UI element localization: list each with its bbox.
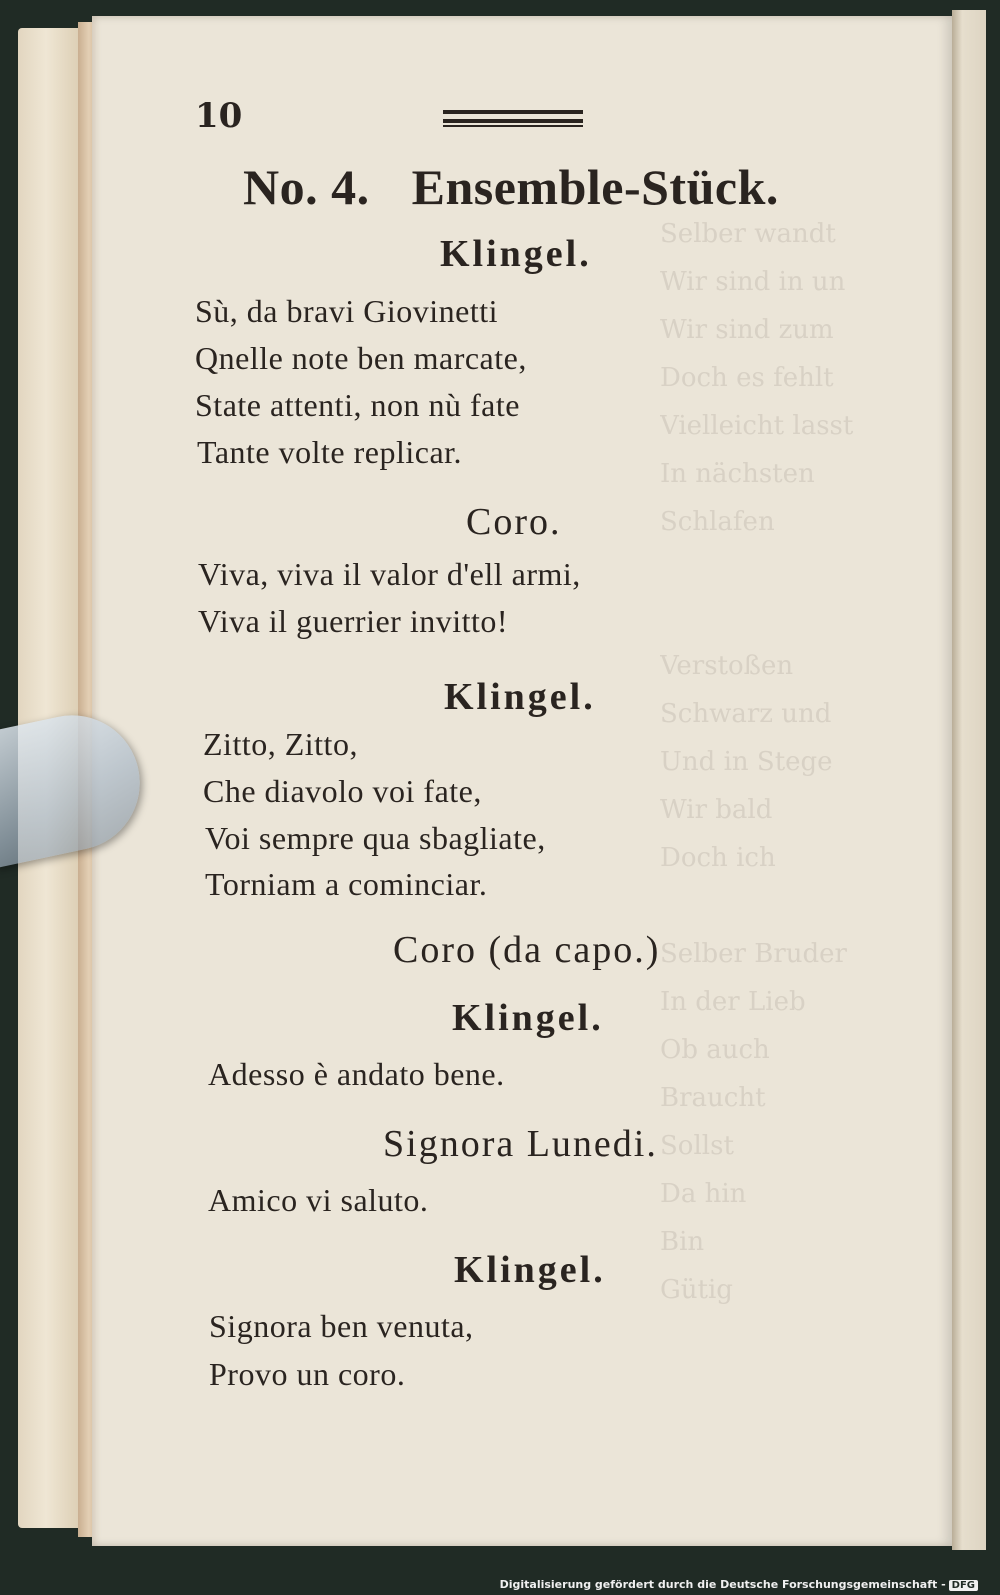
title-number: No. 4. (243, 159, 370, 215)
section-title (243, 158, 779, 216)
verse-line: Torniam a cominciar. (205, 866, 488, 902)
verse-line: Voi sempre qua sbagliate, (205, 820, 546, 856)
verse-line: Amico vi saluto. (208, 1182, 429, 1218)
speaker-name: Klingel. (452, 997, 604, 1039)
verse-line: Zitto, Zitto, (203, 726, 358, 762)
speaker-name: Signora Lunedi. (383, 1123, 658, 1165)
header-rule (443, 110, 583, 114)
speaker-name: Klingel. (440, 233, 592, 275)
verse-line: Qnelle note ben marcate, (195, 340, 527, 376)
show-through-text: Selber wandt Wir sind in un Wir sind zum Doch es fehlt Vielleicht lasst In nächsten Schlafen Verstoßen Schwarz und Und in Stege Wir bald Doch ich Selber Bruder In der Lieb Ob auch Braucht Sollst Da hin Bin Gütig (660, 219, 854, 1305)
header-rule (443, 125, 583, 127)
speaker-name: Coro. (466, 501, 562, 543)
speaker-name: Klingel. (454, 1249, 606, 1291)
footer-text: Digitalisierung gefördert durch die Deutsche Forschungsgemeinschaft - (499, 1578, 946, 1591)
verse-line: Tante volte replicar. (197, 434, 463, 470)
title-name: Ensemble-Stück. (411, 159, 779, 215)
verse-line: Adesso è andato bene. (208, 1056, 505, 1092)
verse-line: State attenti, non nù fate (195, 387, 520, 423)
verse-line: Sù, da bravi Giovinetti (195, 293, 499, 329)
header-rule (443, 119, 583, 123)
digitization-footer (500, 1578, 978, 1591)
verse-line: Viva il guerrier invitto! (198, 603, 509, 639)
speaker-name: Coro (da capo.) (393, 929, 661, 971)
verse-line: Viva, viva il valor d'ell armi, (198, 556, 581, 592)
dfg-logo: DFG (949, 1580, 978, 1591)
verse-line: Signora ben venuta, (209, 1308, 474, 1344)
page-number: 10 (195, 96, 243, 136)
speaker-name: Klingel. (444, 676, 596, 718)
verse-line: Provo un coro. (209, 1356, 406, 1392)
verse-line: Che diavolo voi fate, (203, 773, 482, 809)
